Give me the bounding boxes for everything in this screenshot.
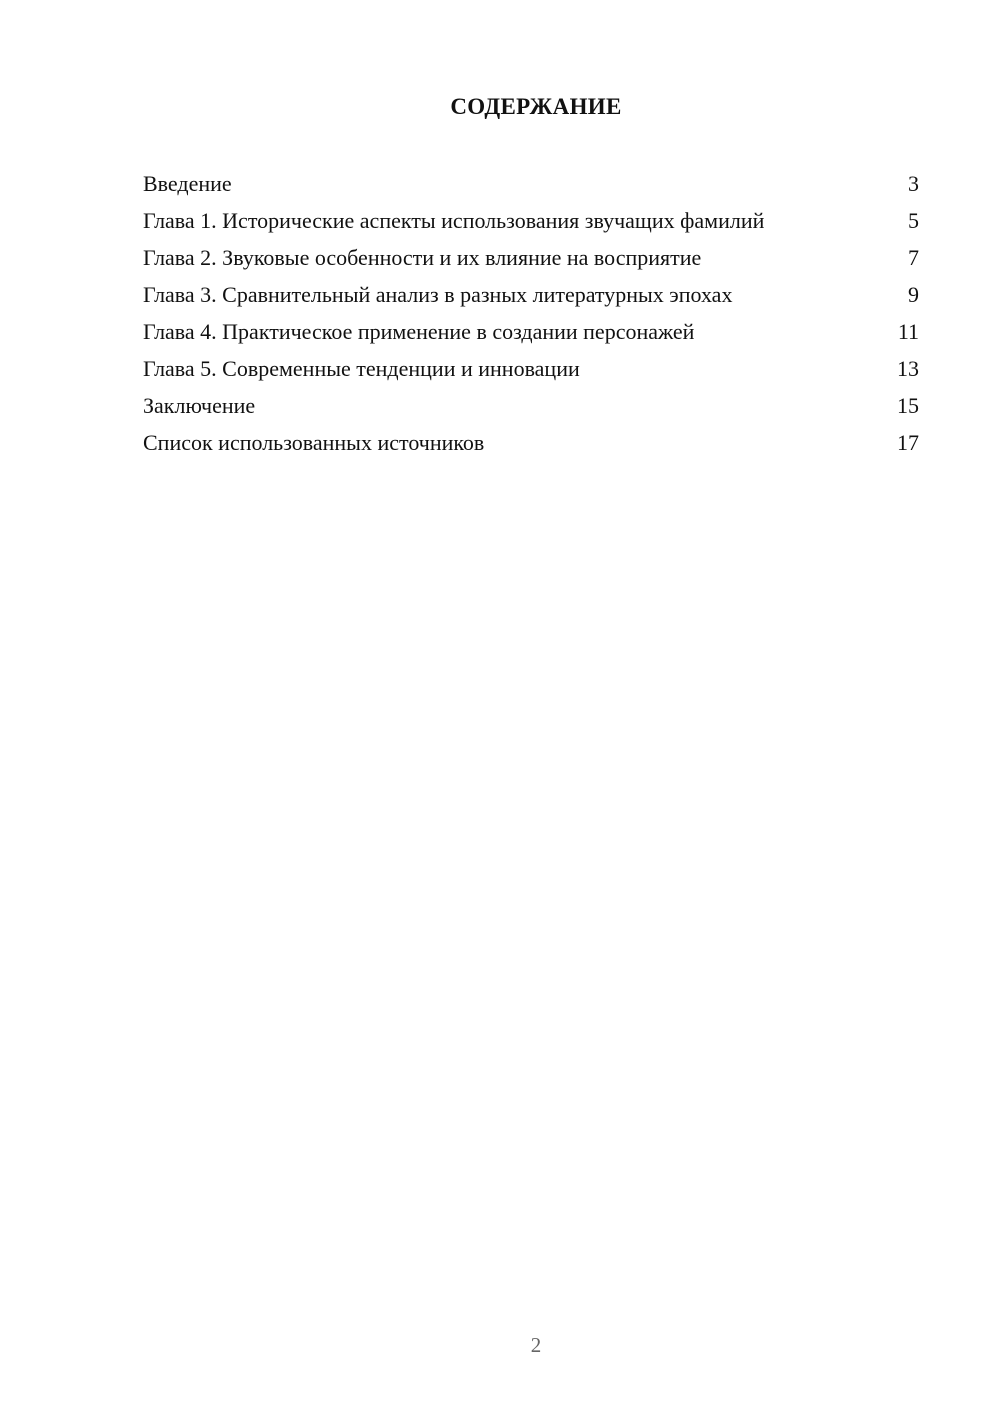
toc-entry-chapter-5[interactable]: [143, 355, 919, 383]
toc-entry-title: Введение: [143, 171, 232, 196]
toc-entry-introduction[interactable]: [143, 170, 919, 198]
toc-entry-page: 7: [908, 245, 919, 270]
toc-entry-page: 17: [897, 430, 919, 455]
toc-entry-title: Глава 4. Практическое применение в создании персонажей: [143, 319, 695, 344]
toc-entry-page: 3: [908, 171, 919, 196]
toc-entry-title: Заключение: [143, 393, 256, 418]
toc-entry-page: 9: [908, 282, 919, 307]
toc-entry-page: 11: [897, 319, 919, 344]
toc-entry-title: Глава 3. Сравнительный анализ в разных литературных эпохах: [143, 282, 733, 307]
page-title: СОДЕРЖАНИЕ: [450, 94, 622, 119]
toc-entry-page: 13: [897, 356, 919, 381]
toc-entry-title: Глава 2. Звуковые особенности и их влияние на восприятие: [143, 245, 702, 270]
page-number: 2: [530, 1333, 542, 1357]
table-of-contents: [143, 170, 919, 466]
toc-entry-references[interactable]: [143, 429, 919, 457]
toc-entry-conclusion[interactable]: [143, 392, 919, 420]
toc-entry-page: 5: [908, 208, 919, 233]
toc-entry-title: Список использованных источников: [143, 430, 485, 455]
toc-entry-chapter-4[interactable]: [143, 318, 919, 346]
toc-entry-title: Глава 5. Современные тенденции и инновации: [143, 356, 580, 381]
toc-entry-chapter-2[interactable]: [143, 244, 919, 272]
toc-entry-page: 15: [897, 393, 919, 418]
toc-entry-chapter-1[interactable]: [143, 207, 919, 235]
toc-entry-title: Глава 1. Исторические аспекты использования звучащих фамилий: [143, 208, 765, 233]
toc-entry-chapter-3[interactable]: [143, 281, 919, 309]
